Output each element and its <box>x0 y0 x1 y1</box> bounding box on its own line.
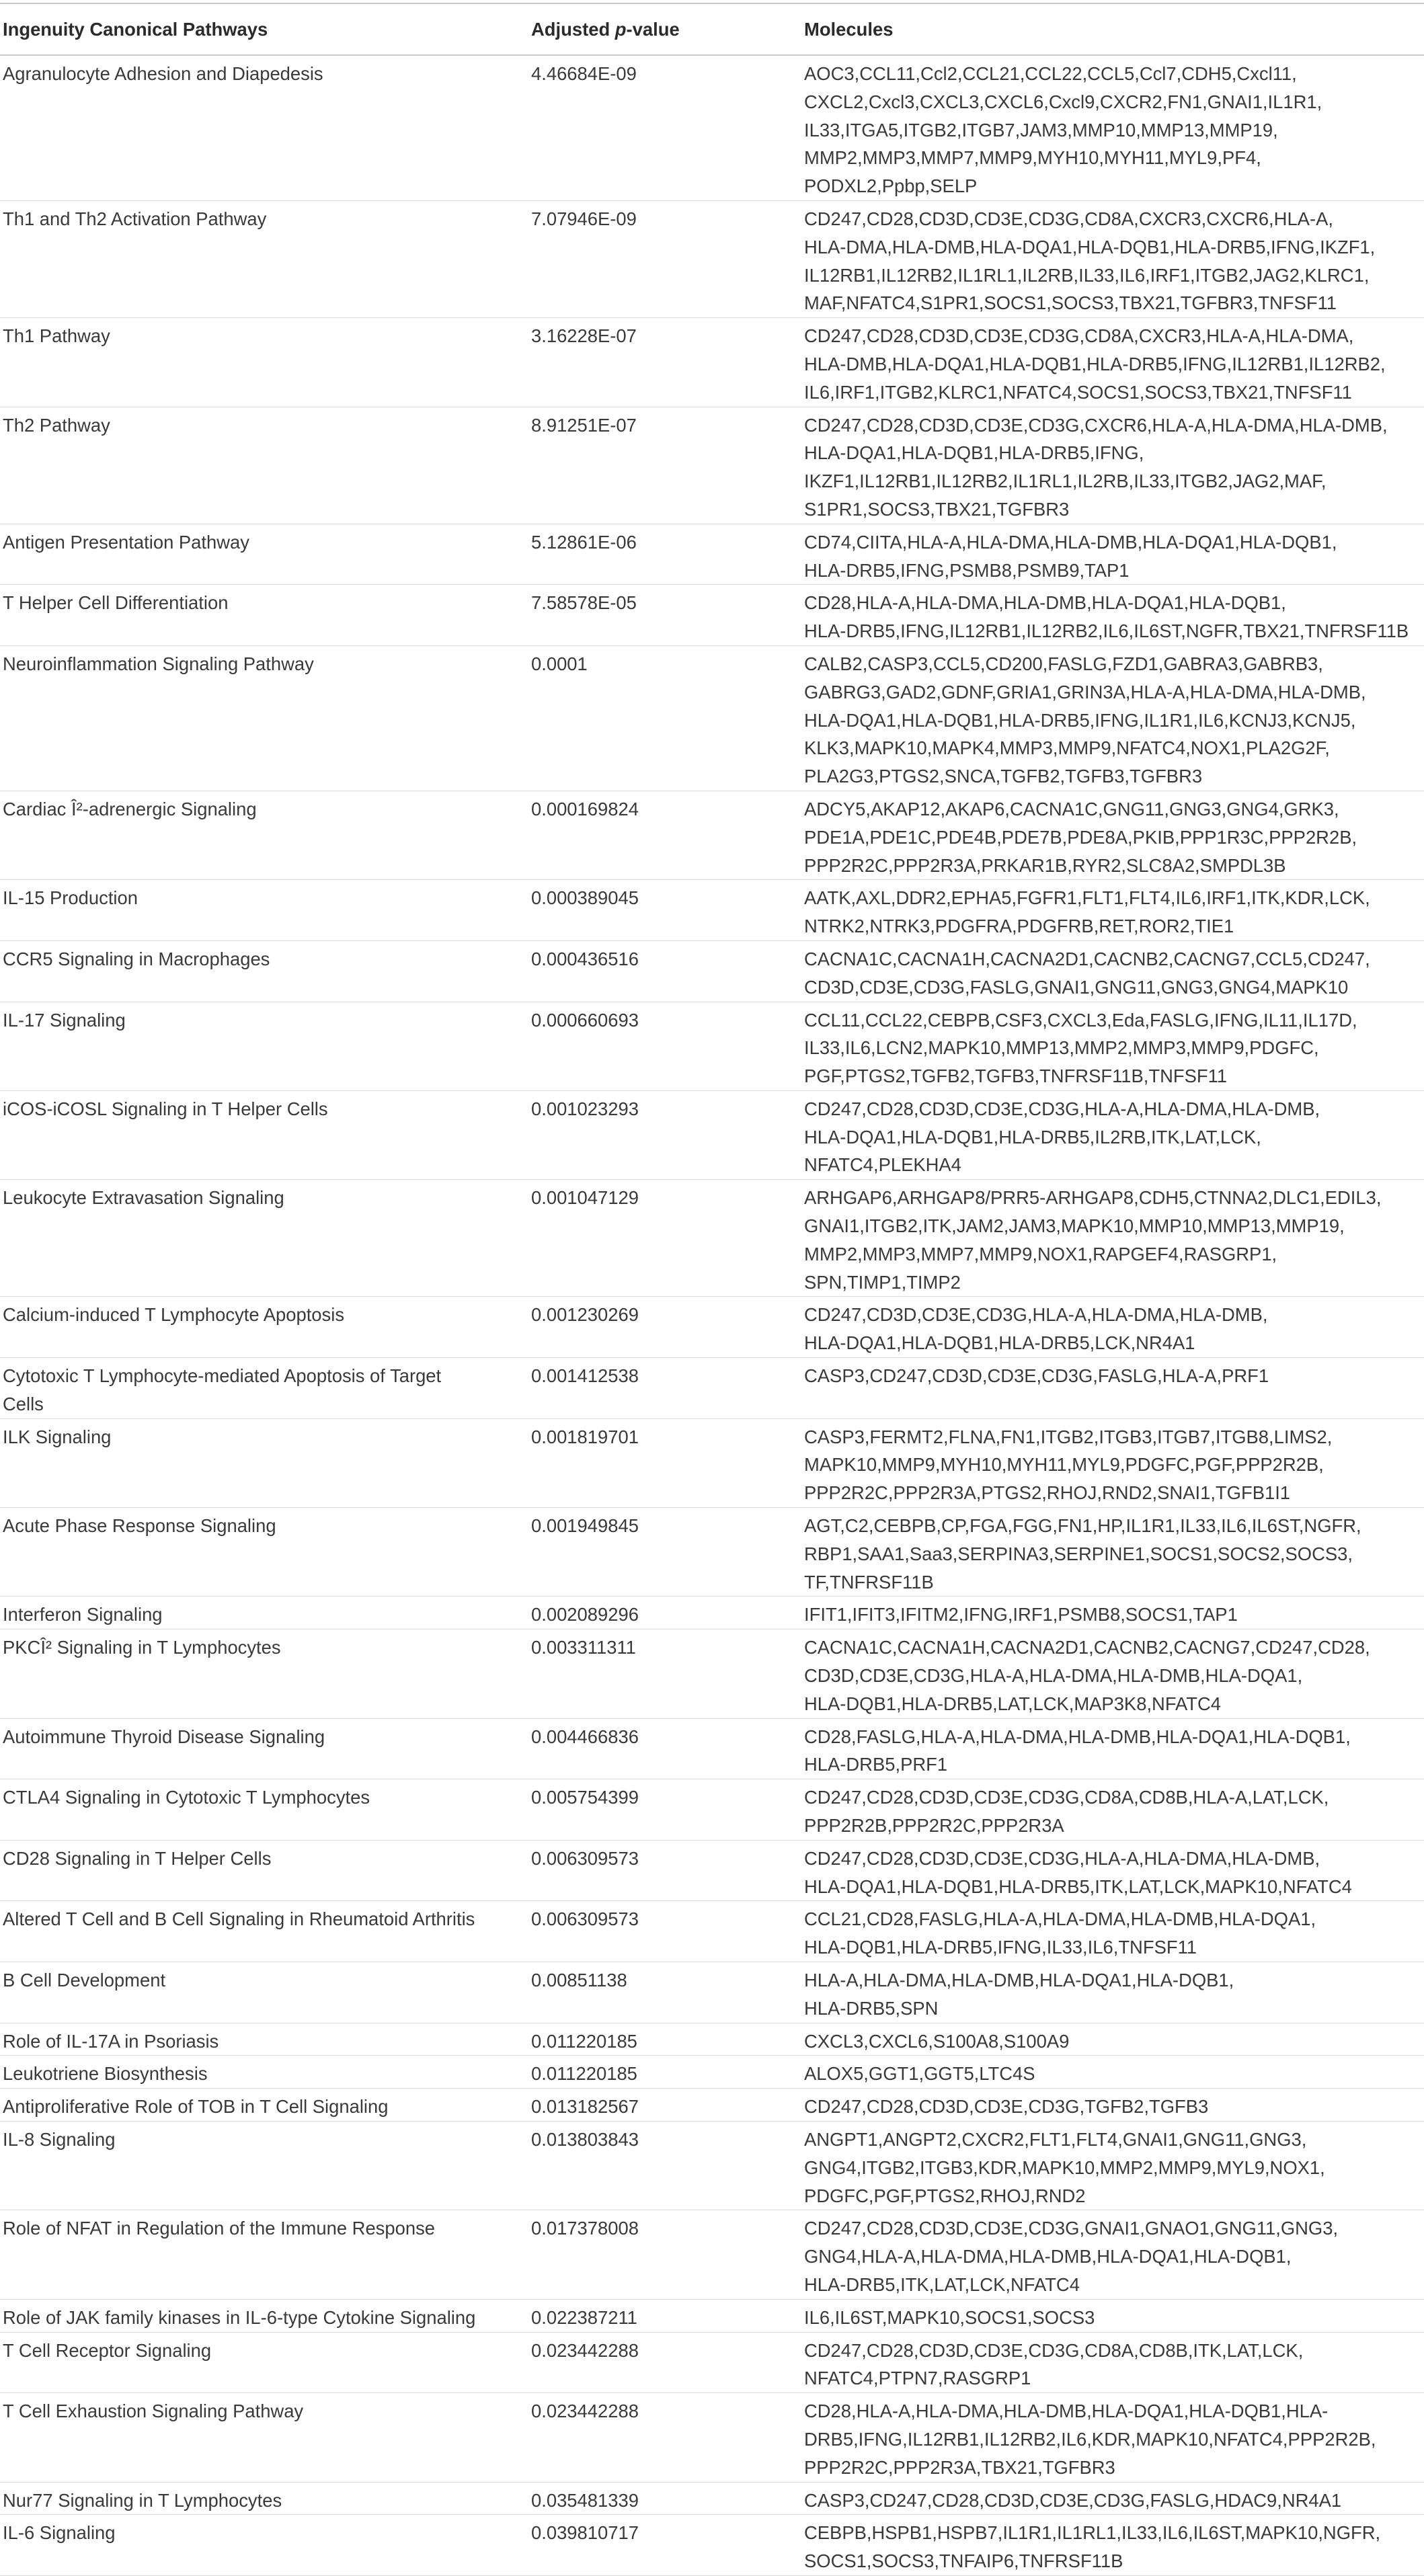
table-row <box>0 645 1424 791</box>
pvalue-cell: 0.035481339 <box>531 2482 804 2515</box>
pathway-cell: Leukotriene Biosynthesis <box>0 2056 531 2089</box>
pathway-cell: T Cell Exhaustion Signaling Pathway <box>0 2393 531 2482</box>
molecules-cell: CD247,CD28,CD3D,CD3E,CD3G,CD8A,CXCR3,CXCR6,HLA-A, HLA-DMA,HLA-DMB,HLA-DQA1,HLA-DQB1,HLA-DRB5,IFNG,IKZF1, IL12RB1,IL12RB2,IL1RL1,IL2RB,IL33,IL6,IRF1,ITGB2,JAG2,KLRC1, MAF,NFATC4,S1PR1,SOCS1,SOCS3,TBX21,TGFBR3,TNFSF11 <box>804 200 1424 317</box>
pathway-cell: CTLA4 Signaling in Cytotoxic T Lymphocytes <box>0 1779 531 1841</box>
pvalue-cell: 0.003311311 <box>531 1629 804 1718</box>
pathway-cell: Cytotoxic T Lymphocyte-mediated Apoptosis of Target Cells <box>0 1358 531 1419</box>
pvalue-cell: 0.023442288 <box>531 2332 804 2393</box>
pvalue-cell: 0.006309573 <box>531 1840 804 1901</box>
pathway-cell: Calcium-induced T Lymphocyte Apoptosis <box>0 1297 531 1358</box>
table-row <box>0 791 1424 879</box>
pathway-cell: Leukocyte Extravasation Signaling <box>0 1180 531 1297</box>
table-body <box>0 55 1424 2575</box>
pvalue-cell: 0.000660693 <box>531 1002 804 1090</box>
pathway-cell: Role of NFAT in Regulation of the Immune Response <box>0 2210 531 2299</box>
molecules-cell: CD28,HLA-A,HLA-DMA,HLA-DMB,HLA-DQA1,HLA-DQB1,HLA- DRB5,IFNG,IL12RB1,IL12RB2,IL6,KDR,MAPK10,NFATC4,PPP2R2B, PPP2R2C,PPP2R3A,TBX21,TGFBR3 <box>804 2393 1424 2482</box>
table-row <box>0 1718 1424 1779</box>
pvalue-cell: 0.0001 <box>531 645 804 791</box>
molecules-cell: AGT,C2,CEBPB,CP,FGA,FGG,FN1,HP,IL1R1,IL33,IL6,IL6ST,NGFR, RBP1,SAA1,Saa3,SERPINA3,SERPINE1,SOCS1,SOCS2,SOCS3, TF,TNFRSF11B <box>804 1508 1424 1597</box>
molecules-cell: CD28,HLA-A,HLA-DMA,HLA-DMB,HLA-DQA1,HLA-DQB1, HLA-DRB5,IFNG,IL12RB1,IL12RB2,IL6,IL6ST,NGFR,TBX21,TNFRSF11B <box>804 585 1424 646</box>
pathway-cell: Th2 Pathway <box>0 407 531 524</box>
molecules-cell: CD247,CD28,CD3D,CD3E,CD3G,HLA-A,HLA-DMA,HLA-DMB, HLA-DQA1,HLA-DQB1,HLA-DRB5,IL2RB,ITK,LAT,LCK, NFATC4,PLEKHA4 <box>804 1090 1424 1179</box>
pathway-cell: Interferon Signaling <box>0 1597 531 1629</box>
pathway-cell: Role of IL-17A in Psoriasis <box>0 2023 531 2056</box>
pathway-cell: IL-17 Signaling <box>0 1002 531 1090</box>
pathway-cell: Agranulocyte Adhesion and Diapedesis <box>0 55 531 200</box>
table-row <box>0 407 1424 524</box>
table-row <box>0 1090 1424 1179</box>
table-row <box>0 200 1424 317</box>
pathway-cell: Autoimmune Thyroid Disease Signaling <box>0 1718 531 1779</box>
pathway-cell: IL-8 Signaling <box>0 2121 531 2210</box>
molecules-cell: ANGPT1,ANGPT2,CXCR2,FLT1,FLT4,GNAI1,GNG11,GNG3, GNG4,ITGB2,ITGB3,KDR,MAPK10,MMP2,MMP9,MYL9,NOX1, PDGFC,PGF,PTGS2,RHOJ,RND2 <box>804 2121 1424 2210</box>
table-row <box>0 1840 1424 1901</box>
table-row <box>0 1297 1424 1358</box>
table-row <box>0 1962 1424 2023</box>
pathway-cell: ILK Signaling <box>0 1418 531 1507</box>
table-row <box>0 55 1424 200</box>
molecules-cell: CD247,CD28,CD3D,CD3E,CD3G,CD8A,CD8B,ITK,LAT,LCK, NFATC4,PTPN7,RASGRP1 <box>804 2332 1424 2393</box>
molecules-cell: CACNA1C,CACNA1H,CACNA2D1,CACNB2,CACNG7,CCL5,CD247, CD3D,CD3E,CD3G,FASLG,GNAI1,GNG11,GNG3,GNG4,MAPK10 <box>804 940 1424 1002</box>
table-row <box>0 1002 1424 1090</box>
pvalue-cell: 0.00851138 <box>531 1962 804 2023</box>
molecules-cell: CALB2,CASP3,CCL5,CD200,FASLG,FZD1,GABRA3,GABRB3, GABRG3,GAD2,GDNF,GRIA1,GRIN3A,HLA-A,HLA-DMA,HLA-DMB, HLA-DQA1,HLA-DQB1,HLA-DRB5,IFNG,IL1R1,IL6,KCNJ3,KCNJ5, KLK3,MAPK10,MAPK4,MMP3,MMP9,NFATC4,NOX1,PLA2G2F, PLA2G3,PTGS2,SNCA,TGFB2,TGFB3,TGFBR3 <box>804 645 1424 791</box>
pathway-cell: Cardiac Î²-adrenergic Signaling <box>0 791 531 879</box>
pvalue-cell: 0.000436516 <box>531 940 804 1002</box>
pvalue-cell: 0.001047129 <box>531 1180 804 1297</box>
table-row <box>0 2023 1424 2056</box>
pathway-cell: Neuroinflammation Signaling Pathway <box>0 645 531 791</box>
header-row <box>0 3 1424 55</box>
pvalue-cell: 0.011220185 <box>531 2023 804 2056</box>
pathway-cell: Altered T Cell and B Cell Signaling in Rheumatoid Arthritis <box>0 1901 531 1962</box>
header-pvalue <box>531 3 804 55</box>
table-row <box>0 2482 1424 2515</box>
pathway-cell: T Helper Cell Differentiation <box>0 585 531 646</box>
pvalue-cell: 3.16228E-07 <box>531 318 804 407</box>
pvalue-cell: 7.07946E-09 <box>531 200 804 317</box>
molecules-cell: CD247,CD28,CD3D,CD3E,CD3G,CD8A,CXCR3,HLA-A,HLA-DMA, HLA-DMB,HLA-DQA1,HLA-DQB1,HLA-DRB5,IFNG,IL12RB1,IL12RB2, IL6,IRF1,ITGB2,KLRC1,NFATC4,SOCS1,SOCS3,TBX21,TNFSF11 <box>804 318 1424 407</box>
table-header <box>0 3 1424 55</box>
pvalue-cell: 0.017378008 <box>531 2210 804 2299</box>
pathway-cell: iCOS-iCOSL Signaling in T Helper Cells <box>0 1090 531 1179</box>
molecules-cell: CACNA1C,CACNA1H,CACNA2D1,CACNB2,CACNG7,CD247,CD28, CD3D,CD3E,CD3G,HLA-A,HLA-DMA,HLA-DMB,HLA-DQA1, HLA-DQB1,HLA-DRB5,LAT,LCK,MAP3K8,NFATC4 <box>804 1629 1424 1718</box>
pvalue-cell: 0.001949845 <box>531 1508 804 1597</box>
table-row <box>0 1418 1424 1507</box>
pathway-cell: Th1 Pathway <box>0 318 531 407</box>
table-row <box>0 318 1424 407</box>
pathway-cell: IL-15 Production <box>0 880 531 941</box>
molecules-cell: CD247,CD28,CD3D,CD3E,CD3G,TGFB2,TGFB3 <box>804 2089 1424 2122</box>
molecules-cell: ALOX5,GGT1,GGT5,LTC4S <box>804 2056 1424 2089</box>
pvalue-cell: 0.001412538 <box>531 1358 804 1419</box>
pvalue-cell: 0.001023293 <box>531 1090 804 1179</box>
header-pvalue-suffix: -value <box>626 18 680 40</box>
table-row <box>0 2332 1424 2393</box>
molecules-cell: CD74,CIITA,HLA-A,HLA-DMA,HLA-DMB,HLA-DQA1,HLA-DQB1, HLA-DRB5,IFNG,PSMB8,PSMB9,TAP1 <box>804 524 1424 585</box>
molecules-cell: CD28,FASLG,HLA-A,HLA-DMA,HLA-DMB,HLA-DQA1,HLA-DQB1, HLA-DRB5,PRF1 <box>804 1718 1424 1779</box>
table-row <box>0 1508 1424 1597</box>
pvalue-cell: 0.006309573 <box>531 1901 804 1962</box>
molecules-cell: ADCY5,AKAP12,AKAP6,CACNA1C,GNG11,GNG3,GNG4,GRK3, PDE1A,PDE1C,PDE4B,PDE7B,PDE8A,PKIB,PPP1R3C,PPP2R2B, PPP2R2C,PPP2R3A,PRKAR1B,RYR2,SLC8A2,SMPDL3B <box>804 791 1424 879</box>
molecules-cell: ARHGAP6,ARHGAP8/PRR5-ARHGAP8,CDH5,CTNNA2,DLC1,EDIL3, GNAI1,ITGB2,ITK,JAM2,JAM3,MAPK10,MMP10,MMP13,MMP19, MMP2,MMP3,MMP7,MMP9,NOX1,RAPGEF4,RASGRP1, SPN,TIMP1,TIMP2 <box>804 1180 1424 1297</box>
pathway-cell: CD28 Signaling in T Helper Cells <box>0 1840 531 1901</box>
table-row <box>0 2089 1424 2122</box>
pvalue-cell: 0.002089296 <box>531 1597 804 1629</box>
pvalue-cell: 0.000169824 <box>531 791 804 879</box>
pvalue-cell: 0.023442288 <box>531 2393 804 2482</box>
pathway-cell: Antiproliferative Role of TOB in T Cell Signaling <box>0 2089 531 2122</box>
pvalue-cell: 0.005754399 <box>531 1779 804 1841</box>
header-molecules: Molecules <box>804 3 1424 55</box>
pathway-cell: Nur77 Signaling in T Lymphocytes <box>0 2482 531 2515</box>
pvalue-cell: 4.46684E-09 <box>531 55 804 200</box>
pathway-table <box>0 3 1424 2576</box>
pathway-cell: Acute Phase Response Signaling <box>0 1508 531 1597</box>
pvalue-cell: 5.12861E-06 <box>531 524 804 585</box>
table-row <box>0 1901 1424 1962</box>
table-row <box>0 2121 1424 2210</box>
table-row <box>0 2210 1424 2299</box>
molecules-cell: HLA-A,HLA-DMA,HLA-DMB,HLA-DQA1,HLA-DQB1, HLA-DRB5,SPN <box>804 1962 1424 2023</box>
pathway-cell: Role of JAK family kinases in IL-6-type Cytokine Signaling <box>0 2299 531 2332</box>
molecules-cell: CASP3,CD247,CD28,CD3D,CD3E,CD3G,FASLG,HDAC9,NR4A1 <box>804 2482 1424 2515</box>
molecules-cell: CCL11,CCL22,CEBPB,CSF3,CXCL3,Eda,FASLG,IFNG,IL11,IL17D, IL33,IL6,LCN2,MAPK10,MMP13,MMP2,MMP3,MMP9,PDGFC, PGF,PTGS2,TGFB2,TGFB3,TNFRSF11B,TNFSF11 <box>804 1002 1424 1090</box>
table-row <box>0 524 1424 585</box>
molecules-cell: CASP3,FERMT2,FLNA,FN1,ITGB2,ITGB3,ITGB7,ITGB8,LIMS2, MAPK10,MMP9,MYH10,MYH11,MYL9,PDGFC,PGF,PPP2R2B, PPP2R2C,PPP2R3A,PTGS2,RHOJ,RND2,SNAI1,TGFB1I1 <box>804 1418 1424 1507</box>
molecules-cell: AATK,AXL,DDR2,EPHA5,FGFR1,FLT1,FLT4,IL6,IRF1,ITK,KDR,LCK, NTRK2,NTRK3,PDGFRA,PDGFRB,RET,ROR2,TIE1 <box>804 880 1424 941</box>
table-row <box>0 940 1424 1002</box>
pvalue-cell: 0.039810717 <box>531 2515 804 2576</box>
molecules-cell: IL6,IL6ST,MAPK10,SOCS1,SOCS3 <box>804 2299 1424 2332</box>
pvalue-cell: 0.011220185 <box>531 2056 804 2089</box>
table-row <box>0 2056 1424 2089</box>
pvalue-cell: 0.001230269 <box>531 1297 804 1358</box>
table-row <box>0 2299 1424 2332</box>
pvalue-cell: 0.000389045 <box>531 880 804 941</box>
pvalue-cell: 0.004466836 <box>531 1718 804 1779</box>
pathway-cell: PKCÎ² Signaling in T Lymphocytes <box>0 1629 531 1718</box>
pvalue-cell: 7.58578E-05 <box>531 585 804 646</box>
pvalue-cell: 0.022387211 <box>531 2299 804 2332</box>
pvalue-cell: 0.013182567 <box>531 2089 804 2122</box>
molecules-cell: CD247,CD28,CD3D,CD3E,CD3G,CD8A,CD8B,HLA-A,LAT,LCK, PPP2R2B,PPP2R2C,PPP2R3A <box>804 1779 1424 1841</box>
table-row <box>0 1597 1424 1629</box>
pathway-cell: Th1 and Th2 Activation Pathway <box>0 200 531 317</box>
header-pathway: Ingenuity Canonical Pathways <box>0 3 531 55</box>
table-row <box>0 2515 1424 2576</box>
table-row <box>0 1629 1424 1718</box>
table-row <box>0 1358 1424 1419</box>
molecules-cell: CASP3,CD247,CD3D,CD3E,CD3G,FASLG,HLA-A,PRF1 <box>804 1358 1424 1419</box>
pathway-cell: Antigen Presentation Pathway <box>0 524 531 585</box>
molecules-cell: AOC3,CCL11,Ccl2,CCL21,CCL22,CCL5,Ccl7,CDH5,Cxcl11, CXCL2,Cxcl3,CXCL3,CXCL6,Cxcl9,CXCR2,FN1,GNAI1,IL1R1, IL33,ITGA5,ITGB2,ITGB7,JAM3,MMP10,MMP13,MMP19, MMP2,MMP3,MMP7,MMP9,MYH10,MYH11,MYL9,PF4, PODXL2,Ppbp,SELP <box>804 55 1424 200</box>
pvalue-cell: 8.91251E-07 <box>531 407 804 524</box>
molecules-cell: CXCL3,CXCL6,S100A8,S100A9 <box>804 2023 1424 2056</box>
molecules-cell: CCL21,CD28,FASLG,HLA-A,HLA-DMA,HLA-DMB,HLA-DQA1, HLA-DQB1,HLA-DRB5,IFNG,IL33,IL6,TNFSF11 <box>804 1901 1424 1962</box>
molecules-cell: CD247,CD28,CD3D,CD3E,CD3G,CXCR6,HLA-A,HLA-DMA,HLA-DMB, HLA-DQA1,HLA-DQB1,HLA-DRB5,IFNG, IKZF1,IL12RB1,IL12RB2,IL1RL1,IL2RB,IL33,ITGB2,JAG2,MAF, S1PR1,SOCS3,TBX21,TGFBR3 <box>804 407 1424 524</box>
pathway-cell: T Cell Receptor Signaling <box>0 2332 531 2393</box>
table-row <box>0 2393 1424 2482</box>
pathway-cell: CCR5 Signaling in Macrophages <box>0 940 531 1002</box>
pathway-cell: IL-6 Signaling <box>0 2515 531 2576</box>
pvalue-cell: 0.001819701 <box>531 1418 804 1507</box>
header-pvalue-italic: p <box>615 18 627 40</box>
molecules-cell: CD247,CD28,CD3D,CD3E,CD3G,HLA-A,HLA-DMA,HLA-DMB, HLA-DQA1,HLA-DQB1,HLA-DRB5,ITK,LAT,LCK,MAPK10,NFATC4 <box>804 1840 1424 1901</box>
pvalue-cell: 0.013803843 <box>531 2121 804 2210</box>
molecules-cell: CD247,CD3D,CD3E,CD3G,HLA-A,HLA-DMA,HLA-DMB, HLA-DQA1,HLA-DQB1,HLA-DRB5,LCK,NR4A1 <box>804 1297 1424 1358</box>
table-row <box>0 1180 1424 1297</box>
molecules-cell: IFIT1,IFIT3,IFITM2,IFNG,IRF1,PSMB8,SOCS1,TAP1 <box>804 1597 1424 1629</box>
table-row <box>0 585 1424 646</box>
header-pvalue-prefix: Adjusted <box>531 18 615 40</box>
pathway-cell: B Cell Development <box>0 1962 531 2023</box>
table-row <box>0 1779 1424 1841</box>
molecules-cell: CD247,CD28,CD3D,CD3E,CD3G,GNAI1,GNAO1,GNG11,GNG3, GNG4,HLA-A,HLA-DMA,HLA-DMB,HLA-DQA1,HLA-DQB1, HLA-DRB5,ITK,LAT,LCK,NFATC4 <box>804 2210 1424 2299</box>
table-row <box>0 880 1424 941</box>
molecules-cell: CEBPB,HSPB1,HSPB7,IL1R1,IL1RL1,IL33,IL6,IL6ST,MAPK10,NGFR, SOCS1,SOCS3,TNFAIP6,TNFRSF11B <box>804 2515 1424 2576</box>
